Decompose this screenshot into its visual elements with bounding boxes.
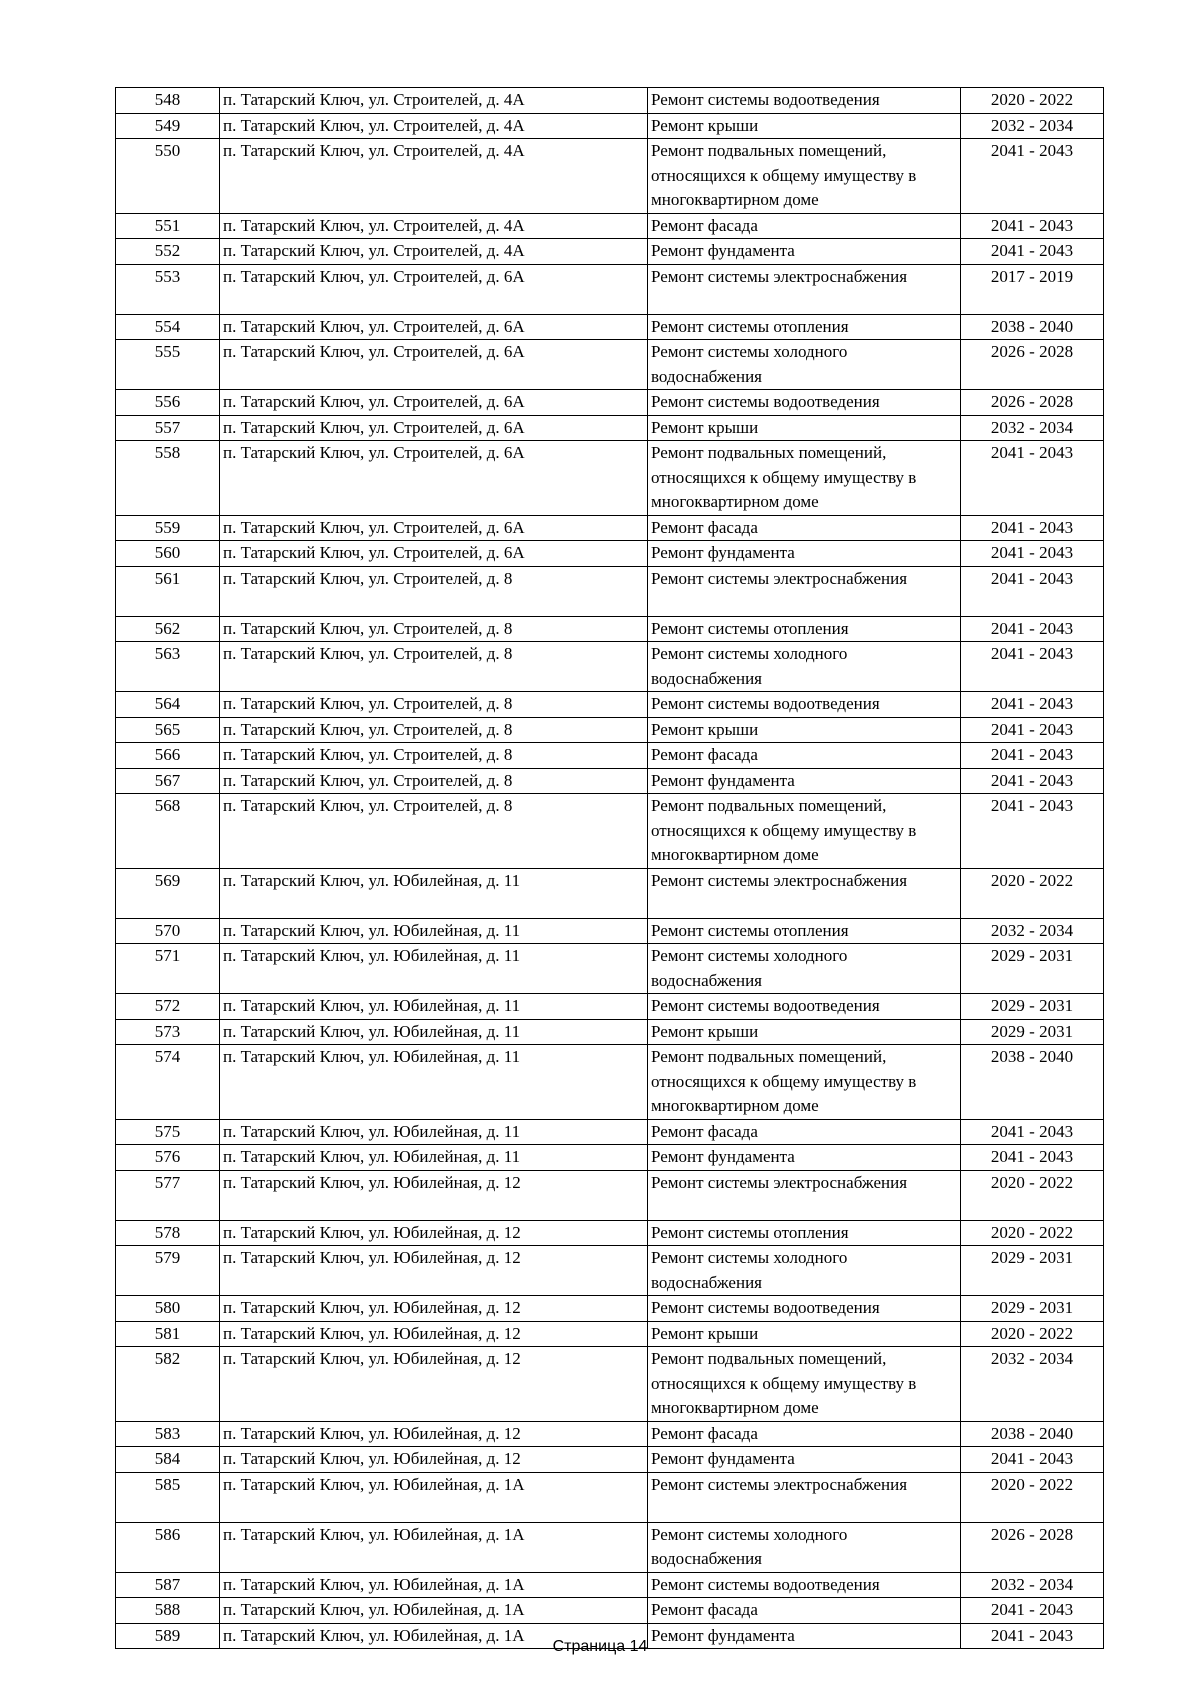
table-row	[116, 1119, 1104, 1145]
table-row	[116, 642, 1104, 692]
table-body	[116, 88, 1104, 1649]
row-number-cell: 563	[116, 642, 220, 692]
table-row	[116, 1321, 1104, 1347]
address-cell: п. Татарский Ключ, ул. Строителей, д. 4А	[220, 113, 648, 139]
table-row	[116, 314, 1104, 340]
row-number-cell: 588	[116, 1598, 220, 1624]
row-number-cell: 577	[116, 1170, 220, 1220]
address-cell: п. Татарский Ключ, ул. Строителей, д. 8	[220, 743, 648, 769]
work-type-cell: Ремонт системы водоотведения	[648, 692, 961, 718]
period-cell: 2026 - 2028	[961, 1522, 1104, 1572]
table-row	[116, 1598, 1104, 1624]
address-cell: п. Татарский Ключ, ул. Строителей, д. 8	[220, 566, 648, 616]
address-cell: п. Татарский Ключ, ул. Юбилейная, д. 12	[220, 1447, 648, 1473]
table-row	[116, 515, 1104, 541]
work-type-cell: Ремонт крыши	[648, 717, 961, 743]
table-row	[116, 868, 1104, 918]
address-cell: п. Татарский Ключ, ул. Юбилейная, д. 12	[220, 1347, 648, 1422]
address-cell: п. Татарский Ключ, ул. Юбилейная, д. 1А	[220, 1472, 648, 1522]
row-number-cell: 550	[116, 139, 220, 214]
period-cell: 2026 - 2028	[961, 390, 1104, 416]
row-number-cell: 569	[116, 868, 220, 918]
work-type-cell: Ремонт системы холодного водоснабжения	[648, 642, 961, 692]
address-cell: п. Татарский Ключ, ул. Юбилейная, д. 12	[220, 1321, 648, 1347]
repair-schedule-table	[115, 87, 1104, 1649]
period-cell: 2041 - 2043	[961, 642, 1104, 692]
work-type-cell: Ремонт системы электроснабжения	[648, 868, 961, 918]
row-number-cell: 579	[116, 1246, 220, 1296]
work-type-cell: Ремонт системы водоотведения	[648, 1296, 961, 1322]
row-number-cell: 587	[116, 1572, 220, 1598]
table-row	[116, 139, 1104, 214]
table-row	[116, 717, 1104, 743]
row-number-cell: 555	[116, 340, 220, 390]
work-type-cell: Ремонт фундамента	[648, 541, 961, 567]
table-row	[116, 994, 1104, 1020]
address-cell: п. Татарский Ключ, ул. Строителей, д. 8	[220, 794, 648, 869]
table-row	[116, 616, 1104, 642]
address-cell: п. Татарский Ключ, ул. Строителей, д. 4А	[220, 139, 648, 214]
work-type-cell: Ремонт фасада	[648, 515, 961, 541]
table-row	[116, 743, 1104, 769]
period-cell: 2038 - 2040	[961, 1045, 1104, 1120]
table-row	[116, 1522, 1104, 1572]
work-type-cell: Ремонт подвальных помещений, относящихся к общему имуществу в многоквартирном доме	[648, 794, 961, 869]
period-cell: 2041 - 2043	[961, 1119, 1104, 1145]
address-cell: п. Татарский Ключ, ул. Юбилейная, д. 11	[220, 1019, 648, 1045]
work-type-cell: Ремонт крыши	[648, 415, 961, 441]
address-cell: п. Татарский Ключ, ул. Юбилейная, д. 1А	[220, 1522, 648, 1572]
period-cell: 2032 - 2034	[961, 1347, 1104, 1422]
address-cell: п. Татарский Ключ, ул. Строителей, д. 6А	[220, 390, 648, 416]
table-row	[116, 213, 1104, 239]
work-type-cell: Ремонт фундамента	[648, 1623, 961, 1649]
address-cell: п. Татарский Ключ, ул. Юбилейная, д. 1А	[220, 1598, 648, 1624]
period-cell: 2026 - 2028	[961, 340, 1104, 390]
address-cell: п. Татарский Ключ, ул. Юбилейная, д. 12	[220, 1220, 648, 1246]
row-number-cell: 568	[116, 794, 220, 869]
address-cell: п. Татарский Ключ, ул. Строителей, д. 6А	[220, 541, 648, 567]
page-number: Страница 14	[552, 1638, 648, 1655]
period-cell: 2020 - 2022	[961, 868, 1104, 918]
row-number-cell: 574	[116, 1045, 220, 1120]
period-cell: 2041 - 2043	[961, 213, 1104, 239]
table-row	[116, 1246, 1104, 1296]
period-cell: 2041 - 2043	[961, 1447, 1104, 1473]
table-row	[116, 1472, 1104, 1522]
row-number-cell: 570	[116, 918, 220, 944]
address-cell: п. Татарский Ключ, ул. Строителей, д. 4А	[220, 88, 648, 114]
work-type-cell: Ремонт системы электроснабжения	[648, 566, 961, 616]
period-cell: 2041 - 2043	[961, 139, 1104, 214]
page-footer	[0, 1638, 1200, 1656]
address-cell: п. Татарский Ключ, ул. Строителей, д. 6А	[220, 515, 648, 541]
row-number-cell: 548	[116, 88, 220, 114]
row-number-cell: 572	[116, 994, 220, 1020]
row-number-cell: 549	[116, 113, 220, 139]
address-cell: п. Татарский Ключ, ул. Юбилейная, д. 11	[220, 1145, 648, 1171]
row-number-cell: 556	[116, 390, 220, 416]
address-cell: п. Татарский Ключ, ул. Строителей, д. 6А	[220, 441, 648, 516]
period-cell: 2020 - 2022	[961, 1321, 1104, 1347]
table-row	[116, 239, 1104, 265]
period-cell: 2038 - 2040	[961, 314, 1104, 340]
period-cell: 2041 - 2043	[961, 566, 1104, 616]
row-number-cell: 585	[116, 1472, 220, 1522]
address-cell: п. Татарский Ключ, ул. Юбилейная, д. 11	[220, 918, 648, 944]
period-cell: 2029 - 2031	[961, 1246, 1104, 1296]
period-cell: 2020 - 2022	[961, 1472, 1104, 1522]
period-cell: 2038 - 2040	[961, 1421, 1104, 1447]
work-type-cell: Ремонт системы холодного водоснабжения	[648, 944, 961, 994]
work-type-cell: Ремонт системы электроснабжения	[648, 1170, 961, 1220]
work-type-cell: Ремонт системы холодного водоснабжения	[648, 1246, 961, 1296]
work-type-cell: Ремонт системы холодного водоснабжения	[648, 340, 961, 390]
work-type-cell: Ремонт фундамента	[648, 1145, 961, 1171]
period-cell: 2032 - 2034	[961, 113, 1104, 139]
row-number-cell: 578	[116, 1220, 220, 1246]
period-cell: 2041 - 2043	[961, 1145, 1104, 1171]
work-type-cell: Ремонт системы отопления	[648, 918, 961, 944]
work-type-cell: Ремонт фундамента	[648, 768, 961, 794]
table-row	[116, 1145, 1104, 1171]
address-cell: п. Татарский Ключ, ул. Юбилейная, д. 11	[220, 868, 648, 918]
address-cell: п. Татарский Ключ, ул. Юбилейная, д. 11	[220, 1045, 648, 1120]
table-row	[116, 768, 1104, 794]
period-cell: 2029 - 2031	[961, 1019, 1104, 1045]
work-type-cell: Ремонт подвальных помещений, относящихся к общему имуществу в многоквартирном доме	[648, 441, 961, 516]
address-cell: п. Татарский Ключ, ул. Строителей, д. 6А	[220, 340, 648, 390]
work-type-cell: Ремонт фундамента	[648, 239, 961, 265]
period-cell: 2041 - 2043	[961, 441, 1104, 516]
row-number-cell: 571	[116, 944, 220, 994]
row-number-cell: 565	[116, 717, 220, 743]
address-cell: п. Татарский Ключ, ул. Строителей, д. 6А	[220, 314, 648, 340]
row-number-cell: 567	[116, 768, 220, 794]
row-number-cell: 562	[116, 616, 220, 642]
row-number-cell: 589	[116, 1623, 220, 1649]
work-type-cell: Ремонт системы водоотведения	[648, 994, 961, 1020]
table-row	[116, 1045, 1104, 1120]
period-cell: 2017 - 2019	[961, 264, 1104, 314]
table-row	[116, 1220, 1104, 1246]
period-cell: 2041 - 2043	[961, 1598, 1104, 1624]
table-row	[116, 441, 1104, 516]
table-row	[116, 541, 1104, 567]
period-cell: 2029 - 2031	[961, 944, 1104, 994]
row-number-cell: 576	[116, 1145, 220, 1171]
address-cell: п. Татарский Ключ, ул. Строителей, д. 8	[220, 717, 648, 743]
period-cell: 2041 - 2043	[961, 717, 1104, 743]
table-row	[116, 1347, 1104, 1422]
address-cell: п. Татарский Ключ, ул. Юбилейная, д. 12	[220, 1421, 648, 1447]
table-row	[116, 1296, 1104, 1322]
address-cell: п. Татарский Ключ, ул. Юбилейная, д. 11	[220, 1119, 648, 1145]
row-number-cell: 558	[116, 441, 220, 516]
table-row	[116, 566, 1104, 616]
period-cell: 2041 - 2043	[961, 616, 1104, 642]
table-row	[116, 1421, 1104, 1447]
work-type-cell: Ремонт фасада	[648, 743, 961, 769]
row-number-cell: 554	[116, 314, 220, 340]
work-type-cell: Ремонт системы водоотведения	[648, 1572, 961, 1598]
address-cell: п. Татарский Ключ, ул. Строителей, д. 8	[220, 692, 648, 718]
row-number-cell: 557	[116, 415, 220, 441]
table-row	[116, 340, 1104, 390]
row-number-cell: 580	[116, 1296, 220, 1322]
period-cell: 2032 - 2034	[961, 1572, 1104, 1598]
row-number-cell: 584	[116, 1447, 220, 1473]
work-type-cell: Ремонт крыши	[648, 1321, 961, 1347]
work-type-cell: Ремонт фасада	[648, 213, 961, 239]
table-row	[116, 1019, 1104, 1045]
period-cell: 2041 - 2043	[961, 1623, 1104, 1649]
row-number-cell: 581	[116, 1321, 220, 1347]
period-cell: 2029 - 2031	[961, 1296, 1104, 1322]
work-type-cell: Ремонт фундамента	[648, 1447, 961, 1473]
row-number-cell: 582	[116, 1347, 220, 1422]
row-number-cell: 586	[116, 1522, 220, 1572]
work-type-cell: Ремонт подвальных помещений, относящихся к общему имуществу в многоквартирном доме	[648, 139, 961, 214]
period-cell: 2041 - 2043	[961, 743, 1104, 769]
period-cell: 2032 - 2034	[961, 918, 1104, 944]
address-cell: п. Татарский Ключ, ул. Юбилейная, д. 11	[220, 994, 648, 1020]
address-cell: п. Татарский Ключ, ул. Юбилейная, д. 1А	[220, 1572, 648, 1598]
row-number-cell: 573	[116, 1019, 220, 1045]
address-cell: п. Татарский Ключ, ул. Строителей, д. 8	[220, 616, 648, 642]
row-number-cell: 583	[116, 1421, 220, 1447]
table-row	[116, 944, 1104, 994]
table-row	[116, 692, 1104, 718]
work-type-cell: Ремонт фасада	[648, 1119, 961, 1145]
period-cell: 2041 - 2043	[961, 515, 1104, 541]
work-type-cell: Ремонт фасада	[648, 1598, 961, 1624]
repair-schedule-sheet	[115, 87, 1103, 1649]
row-number-cell: 561	[116, 566, 220, 616]
period-cell: 2020 - 2022	[961, 1170, 1104, 1220]
row-number-cell: 553	[116, 264, 220, 314]
row-number-cell: 551	[116, 213, 220, 239]
address-cell: п. Татарский Ключ, ул. Юбилейная, д. 1А	[220, 1623, 648, 1649]
period-cell: 2020 - 2022	[961, 88, 1104, 114]
work-type-cell: Ремонт системы электроснабжения	[648, 1472, 961, 1522]
table-row	[116, 264, 1104, 314]
address-cell: п. Татарский Ключ, ул. Юбилейная, д. 12	[220, 1170, 648, 1220]
period-cell: 2020 - 2022	[961, 1220, 1104, 1246]
period-cell: 2041 - 2043	[961, 239, 1104, 265]
row-number-cell: 566	[116, 743, 220, 769]
table-row	[116, 1572, 1104, 1598]
period-cell: 2041 - 2043	[961, 541, 1104, 567]
address-cell: п. Татарский Ключ, ул. Строителей, д. 8	[220, 642, 648, 692]
work-type-cell: Ремонт системы отопления	[648, 1220, 961, 1246]
table-row	[116, 415, 1104, 441]
work-type-cell: Ремонт фасада	[648, 1421, 961, 1447]
work-type-cell: Ремонт системы отопления	[648, 616, 961, 642]
address-cell: п. Татарский Ключ, ул. Юбилейная, д. 12	[220, 1296, 648, 1322]
period-cell: 2032 - 2034	[961, 415, 1104, 441]
address-cell: п. Татарский Ключ, ул. Строителей, д. 6А	[220, 415, 648, 441]
work-type-cell: Ремонт крыши	[648, 1019, 961, 1045]
table-row	[116, 113, 1104, 139]
work-type-cell: Ремонт системы водоотведения	[648, 390, 961, 416]
period-cell: 2041 - 2043	[961, 692, 1104, 718]
table-row	[116, 1170, 1104, 1220]
work-type-cell: Ремонт крыши	[648, 113, 961, 139]
row-number-cell: 564	[116, 692, 220, 718]
address-cell: п. Татарский Ключ, ул. Юбилейная, д. 11	[220, 944, 648, 994]
work-type-cell: Ремонт подвальных помещений, относящихся к общему имуществу в многоквартирном доме	[648, 1045, 961, 1120]
row-number-cell: 552	[116, 239, 220, 265]
address-cell: п. Татарский Ключ, ул. Строителей, д. 4А	[220, 213, 648, 239]
period-cell: 2041 - 2043	[961, 768, 1104, 794]
work-type-cell: Ремонт системы электроснабжения	[648, 264, 961, 314]
period-cell: 2029 - 2031	[961, 994, 1104, 1020]
table-row	[116, 1447, 1104, 1473]
row-number-cell: 575	[116, 1119, 220, 1145]
row-number-cell: 559	[116, 515, 220, 541]
address-cell: п. Татарский Ключ, ул. Юбилейная, д. 12	[220, 1246, 648, 1296]
work-type-cell: Ремонт подвальных помещений, относящихся к общему имуществу в многоквартирном доме	[648, 1347, 961, 1422]
work-type-cell: Ремонт системы водоотведения	[648, 88, 961, 114]
row-number-cell: 560	[116, 541, 220, 567]
address-cell: п. Татарский Ключ, ул. Строителей, д. 8	[220, 768, 648, 794]
address-cell: п. Татарский Ключ, ул. Строителей, д. 4А	[220, 239, 648, 265]
table-row	[116, 794, 1104, 869]
table-row	[116, 88, 1104, 114]
table-row	[116, 390, 1104, 416]
table-row	[116, 918, 1104, 944]
work-type-cell: Ремонт системы отопления	[648, 314, 961, 340]
work-type-cell: Ремонт системы холодного водоснабжения	[648, 1522, 961, 1572]
address-cell: п. Татарский Ключ, ул. Строителей, д. 6А	[220, 264, 648, 314]
period-cell: 2041 - 2043	[961, 794, 1104, 869]
